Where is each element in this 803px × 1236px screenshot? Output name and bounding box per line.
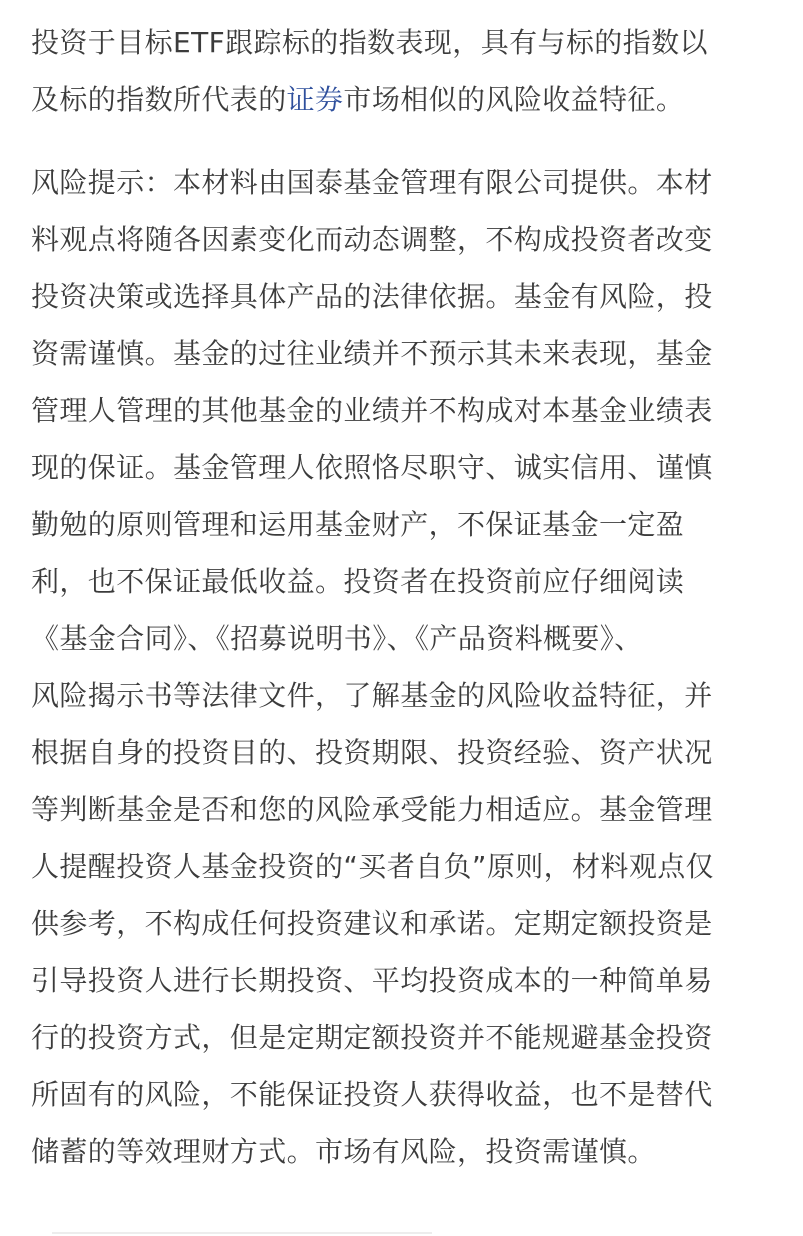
risk-line: 所固有的风险，不能保证投资人获得收益，也不是替代 [31, 1078, 713, 1111]
risk-line: 人提醒投资人基金投资的“买者自负”原则，材料观点仅 [31, 850, 715, 883]
risk-line: 供参考，不构成任何投资建议和承诺。定期定额投资是 [31, 907, 713, 940]
risk-line: 行的投资方式，但是定期定额投资并不能规避基金投资 [31, 1021, 713, 1054]
risk-line: 资需谨慎。基金的过往业绩并不预示其未来表现，基金 [31, 337, 713, 370]
intro-text-after-link: 市场相似的风险收益特征。 [343, 83, 685, 116]
risk-line: 风险提示：本材料由国泰基金管理有限公司提供。本材 [31, 166, 713, 199]
risk-line: 引导投资人进行长期投资、平均投资成本的一种简单易 [31, 964, 713, 997]
risk-line: 风险揭示书等法律文件，了解基金的风险收益特征，并 [31, 679, 713, 712]
risk-line: 根据自身的投资目的、投资期限、投资经验、资产状况 [31, 736, 713, 769]
risk-line: 管理人管理的其他基金的业绩并不构成对本基金业绩表 [31, 394, 713, 427]
securities-link[interactable]: 证券 [286, 83, 344, 116]
risk-line: 投资决策或选择具体产品的法律依据。基金有风险，投 [31, 280, 713, 313]
risk-line: 料观点将随各因素变化而动态调整，不构成投资者改变 [31, 223, 713, 256]
intro-line-2 [31, 71, 771, 128]
intro-line-1: 投资于目标ETF跟踪标的指数表现，具有与标的指数以 [31, 26, 708, 59]
risk-line: 等判断基金是否和您的风险承受能力相适应。基金管理 [31, 793, 713, 826]
risk-line: 利，也不保证最低收益。投资者在投资前应仔细阅读 [31, 565, 685, 598]
risk-notice-paragraph [31, 154, 771, 1180]
intro-text-before-link: 及标的指数所代表的 [31, 83, 287, 116]
risk-line: 勤勉的原则管理和运用基金财产，不保证基金一定盈 [31, 508, 685, 541]
risk-line: 《基金合同》、《招募说明书》、《产品资料概要》、 [31, 622, 643, 655]
article-body [31, 14, 771, 1180]
risk-line: 储蓄的等效理财方式。市场有风险，投资需谨慎。 [31, 1135, 656, 1168]
intro-paragraph [31, 14, 771, 128]
bottom-divider [52, 1232, 432, 1234]
risk-line: 现的保证。基金管理人依照恪尽职守、诚实信用、谨慎 [31, 451, 713, 484]
